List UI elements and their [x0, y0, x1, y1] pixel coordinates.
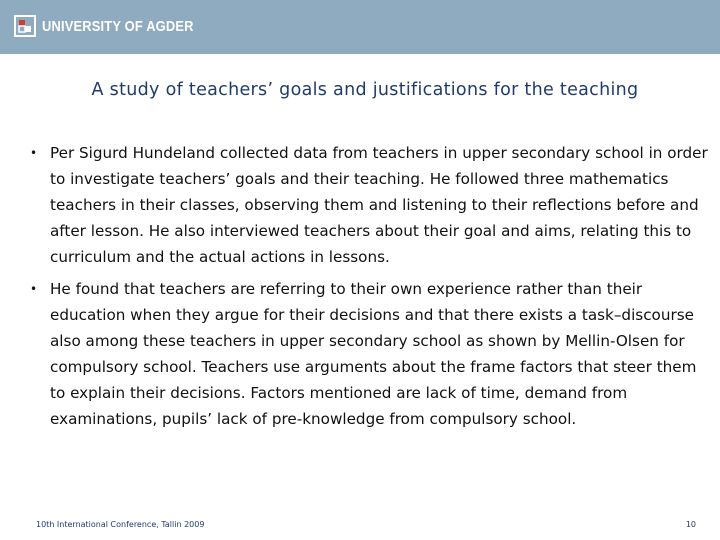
university-seal-icon [14, 15, 36, 37]
page-number: 10 [685, 520, 696, 529]
header-bar [0, 0, 720, 54]
bullet-item [30, 140, 710, 270]
bullet-item [30, 276, 710, 432]
bullet-dot-icon: • [30, 282, 38, 296]
bullet-list [30, 140, 710, 438]
slide-title: A study of teachers’ goals and justifications for the teaching [91, 80, 639, 100]
bullet-dot-icon: • [30, 146, 38, 160]
university-logo[interactable] [14, 14, 218, 38]
bullet-text: Per Sigurd Hundeland collected data from teachers in upper secondary school in order to investigate teachers’ goals and their teaching. He followed three mathematics teachers in their classes, observing them and listening to their reflections before and after lesson. He also interviewed teachers about their goal and aims, relating this to curriculum and the actual actions in lessons. [50, 144, 708, 266]
bullet-text: He found that teachers are referring to their own experience rather than their education when they argue for their decisions and that there exists a task–discourse also among these teachers in upper secondary school as shown by Mellin-Olsen for compulsory school. Teachers use arguments about the frame factors that steer them to explain their decisions. Factors mentioned are lack of time, demand from examinations, pupils’ lack of pre-knowledge from compulsory school. [50, 280, 697, 428]
footer-conference: 10th International Conference, Tallin 2009 [36, 520, 205, 529]
logo-text: UNIVERSITY OF AGDER [42, 17, 194, 35]
